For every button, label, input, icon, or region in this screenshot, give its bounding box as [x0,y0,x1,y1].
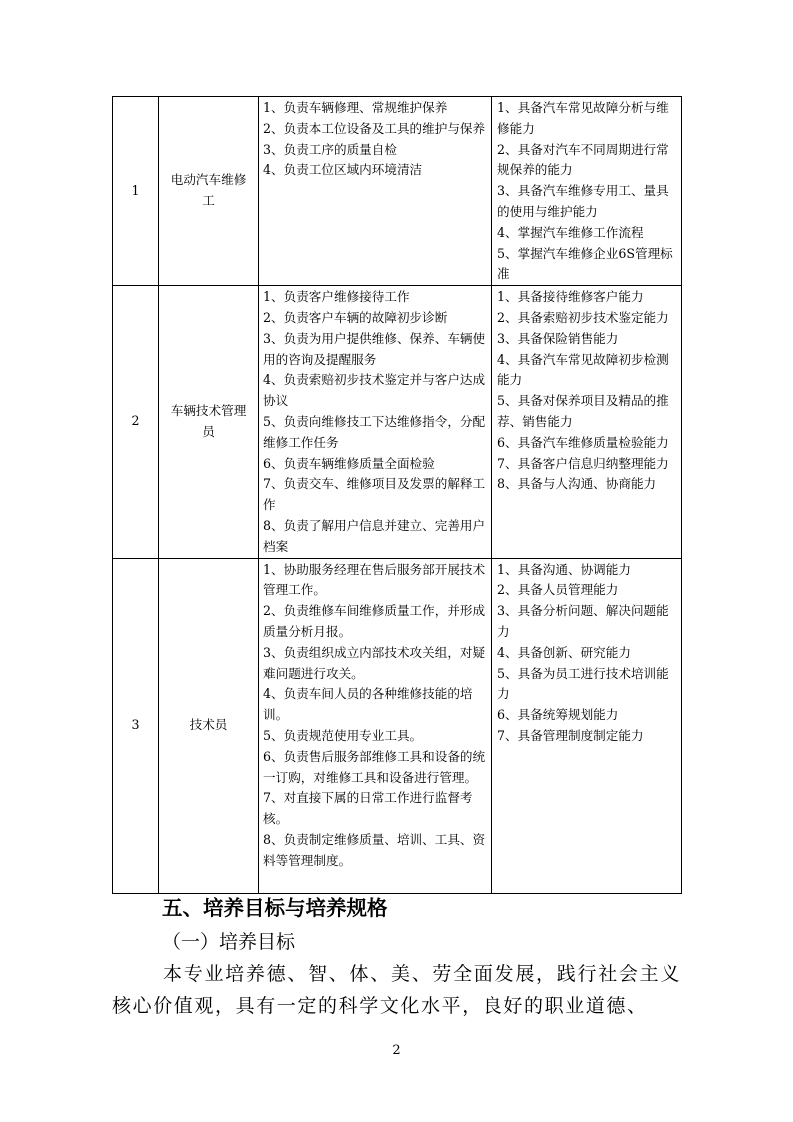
duty-item: 1、协助服务经理在售后服务部开展技术管理工作。 [263,561,486,598]
ability-item: 3、具备汽车维修专用工、量具的使用与维护能力 [497,183,669,219]
duty-cell [259,286,492,558]
duty-item: 4、负责工位区域内环境清洁 [263,162,423,178]
duty-item: 4、负责索赔初步技术鉴定并与客户达成协议 [263,372,486,409]
duty-item: 2、负责维修车间维修质量工作，并形成质量分析月报。 [263,603,486,639]
ability-item: 2、具备索赔初步技术鉴定能力 [497,309,669,325]
duty-item: 3、负责为用户提供维修、保养、车辆使用的咨询及提醒服务 [263,330,486,367]
ability-item: 7、具备客户信息归纳整理能力 [497,455,669,471]
duty-item: 2、负责本工位设备及工具的维护与保养 [263,120,486,136]
job-title: 电动汽车维修工 [159,97,259,286]
ability-item: 4、具备创新、研究能力 [497,644,631,660]
duty-item: 1、负责车辆修理、常规维护保养 [263,100,448,115]
duty-item: 3、负责工序的质量自检 [263,141,397,157]
job-title: 车辆技术管理员 [159,286,259,558]
duty-item: 7、对直接下属的日常工作进行监督考核。 [263,790,473,827]
table-row [113,558,682,893]
section-heading: 五、培养目标与培养规格 [162,896,388,920]
duty-item: 7、负责交车、维修项目及发票的解释工作 [263,476,486,513]
duty-cell [259,558,492,893]
table-row [113,97,682,286]
job-table-body [113,97,682,894]
duty-cell [259,97,492,286]
page-number: 2 [392,1043,401,1058]
ability-cell [492,97,682,286]
duty-item: 5、负责规范使用专业工具。 [263,727,423,743]
ability-item: 7、具备管理制度制定能力 [497,727,644,743]
table-row [113,286,682,558]
job-title: 技术员 [159,558,259,893]
row-number: 1 [113,97,159,286]
ability-item: 4、掌握汽车维修工作流程 [497,224,644,240]
duty-item: 3、负责组织成立内部技术攻关组，对疑难问题进行攻关。 [263,644,486,681]
duty-item: 2、负责客户车辆的故障初步诊断 [263,309,448,325]
ability-cell [492,286,682,558]
row-number: 2 [113,286,159,558]
subsection-heading: （一）培养目标 [162,931,296,953]
ability-cell [492,558,682,893]
ability-item: 5、具备对保养项目及精品的推荐、销售能力 [497,393,669,429]
ability-item: 2、具备对汽车不同周期进行常规保养的能力 [497,141,669,178]
ability-item: 1、具备接待维修客户能力 [497,289,644,305]
ability-item: 3、具备分析问题、解决问题能力 [497,603,669,639]
ability-item: 2、具备人员管理能力 [497,582,619,598]
duty-item: 1、负责客户维修接待工作 [263,289,410,305]
duty-item: 8、负责了解用户信息并建立、完善用户档案 [263,517,486,554]
ability-item: 1、具备汽车常见故障分析与维修能力 [497,100,669,136]
body-paragraph: 本专业培养德、智、体、美、劳全面发展，践行社会主义核心价值观，具有一定的科学文化水平，良好的职业道德、 [112,963,681,1017]
ability-item: 4、具备汽车常见故障初步检测能力 [497,351,669,388]
ability-item: 6、具备统筹规划能力 [497,707,619,723]
duty-item: 8、负责制定维修质量、培训、工具、资料等管理制度。 [263,831,486,868]
row-number: 3 [113,558,159,893]
duty-item: 6、负责售后服务部维修工具和设备的统一订购，对维修工具和设备进行管理。 [263,748,486,785]
ability-item: 3、具备保险销售能力 [497,330,619,346]
duty-item: 6、负责车辆维修质量全面检验 [263,455,435,471]
ability-item: 1、具备沟通、协调能力 [497,561,631,577]
duty-item: 4、负责车间人员的各种维修技能的培训。 [263,686,473,723]
duty-item: 5、负责向维修技工下达维修指令，分配维修工作任务 [263,413,486,450]
ability-item: 8、具备与人沟通、协商能力 [497,476,657,492]
ability-item: 5、具备为员工进行技术培训能力 [497,665,669,702]
ability-item: 5、掌握汽车维修企业6S管理标准 [497,245,673,282]
job-table [112,96,682,894]
ability-item: 6、具备汽车维修质量检验能力 [497,434,669,450]
